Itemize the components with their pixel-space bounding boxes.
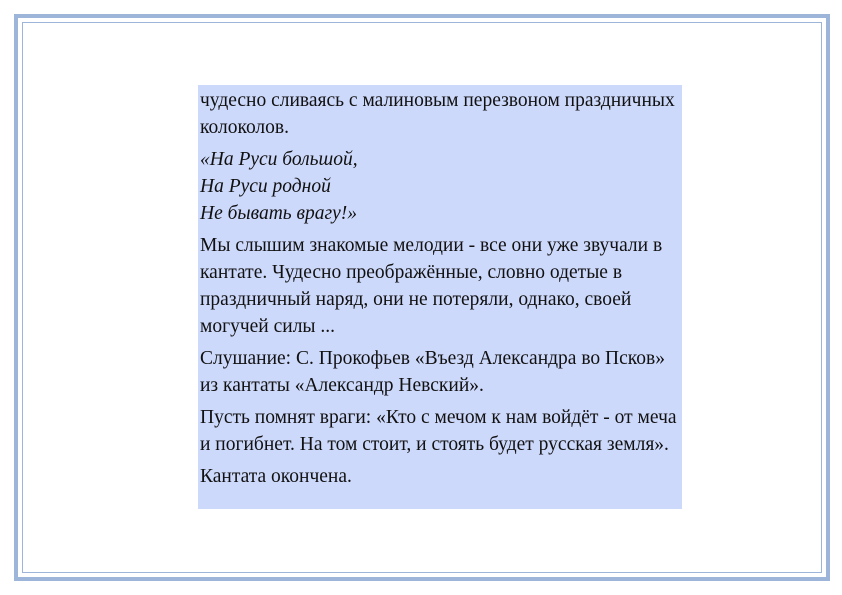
paragraph-bells: чудесно сливаясь с малиновым перезвоном праздничных колоколов. — [200, 90, 675, 138]
verse-quote — [200, 146, 680, 227]
verse-line: На Руси родной — [200, 176, 331, 197]
slide-text-box — [198, 85, 682, 509]
verse-line: «На Руси большой, — [200, 149, 358, 170]
paragraph-listening: Слушание: С. Прокофьев «Въезд Александра во Псков» из кантаты «Александр Невский». — [200, 348, 665, 396]
paragraph-enemies: Пусть помнят враги: «Кто с мечом к нам войдёт - от меча и погибнет. На том стоит, и стоять будет русская земля». — [200, 407, 677, 455]
paragraph-melodies: Мы слышим знакомые мелодии - все они уже звучали в кантате. Чудесно преображённые, словно одетые в праздничный наряд, они не потеряли, однако, своей могучей силы ... — [200, 235, 663, 337]
verse-line: Не бывать врагу!» — [200, 203, 358, 224]
paragraph-ending: Кантата окончена. — [200, 466, 352, 487]
